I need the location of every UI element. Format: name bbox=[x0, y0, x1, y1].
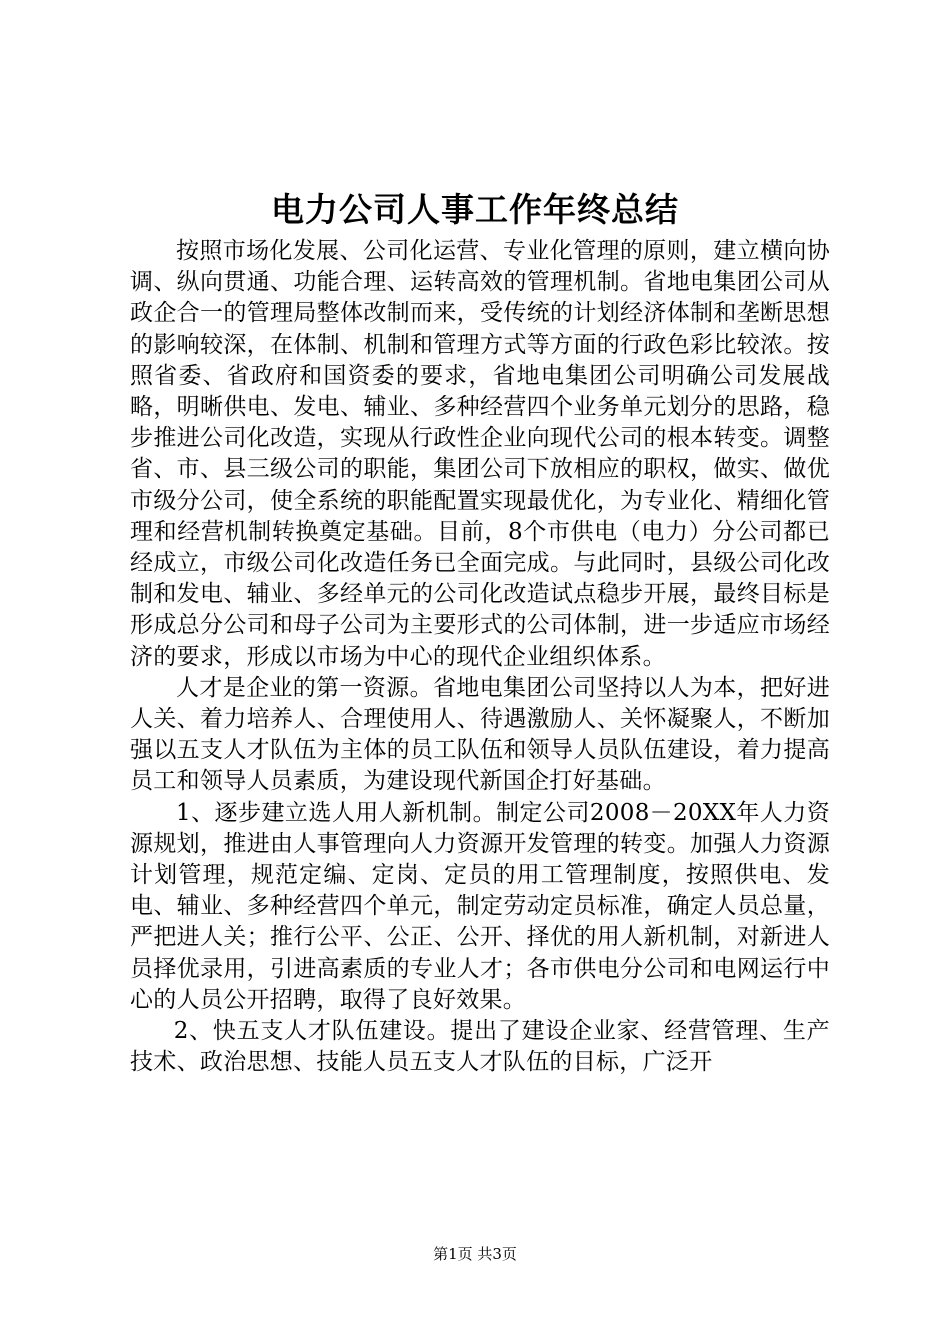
paragraph-1: 按照市场化发展、公司化运营、专业化管理的原则，建立横向协调、纵向贯通、功能合理、运转高效的管理机制。省地电集团公司从政企合一的管理局整体改制而来，受传统的计划经济体制和垄断思想的影响较深，在体制、机制和管理方式等方面的行政色彩比较浓。按照省委、省政府和国资委的要求，省地电集团公司明确公司发展战略，明晰供电、发电、辅业、多种经营四个业务单元划分的思路，稳步推进公司化改造，实现从行政性企业向现代公司的根本转变。调整省、市、县三级公司的职能，集团公司下放相应的职权，做实、做优市级分公司，使全系统的职能配置实现最优化，为专业化、精细化管理和经营机制转换奠定基础。目前，8个市供电（电力）分公司都已经成立，市级公司化改造任务已全面完成。与此同时，县级公司化改制和发电、辅业、多经单元的公司化改造试点稳步开展，最终目标是形成总分公司和母子公司为主要形式的公司体制，进一步适应市场经济的要求，形成以市场为中心的现代企业组织体系。 bbox=[130, 238, 830, 670]
paragraph-4: 2、快五支人才队伍建设。提出了建设企业家、经营管理、生产技术、政治思想、技能人员五支人才队伍的目标，广泛开 bbox=[130, 1018, 830, 1076]
document-body bbox=[130, 236, 830, 1078]
document-title: 电力公司人事工作年终总结 bbox=[271, 190, 679, 229]
page-number-footer: 第1页 共3页 bbox=[433, 1245, 517, 1263]
paragraph-3: 1、逐步建立选人用人新机制。制定公司2008－20XX年人力资源规划，推进由人事管理向人力资源开发管理的转变。加强人力资源计划管理，规范定编、定岗、定员的用工管理制度，按照供电、发电、辅业、多种经营四个单元，制定劳动定员标准，确定人员总量，严把进人关；推行公平、公正、公开、择优的用人新机制，对新进人员择优录用，引进高素质的专业人才；各市供电分公司和电网运行中心的人员公开招聘，取得了良好效果。 bbox=[130, 799, 830, 1013]
paragraph-2: 人才是企业的第一资源。省地电集团公司坚持以人为本，把好进人关、着力培养人、合理使用人、待遇激励人、关怀凝聚人，不断加强以五支人才队伍为主体的员工队伍和领导人员队伍建设，着力提高员工和领导人员素质，为建设现代新国企打好基础。 bbox=[130, 674, 830, 795]
